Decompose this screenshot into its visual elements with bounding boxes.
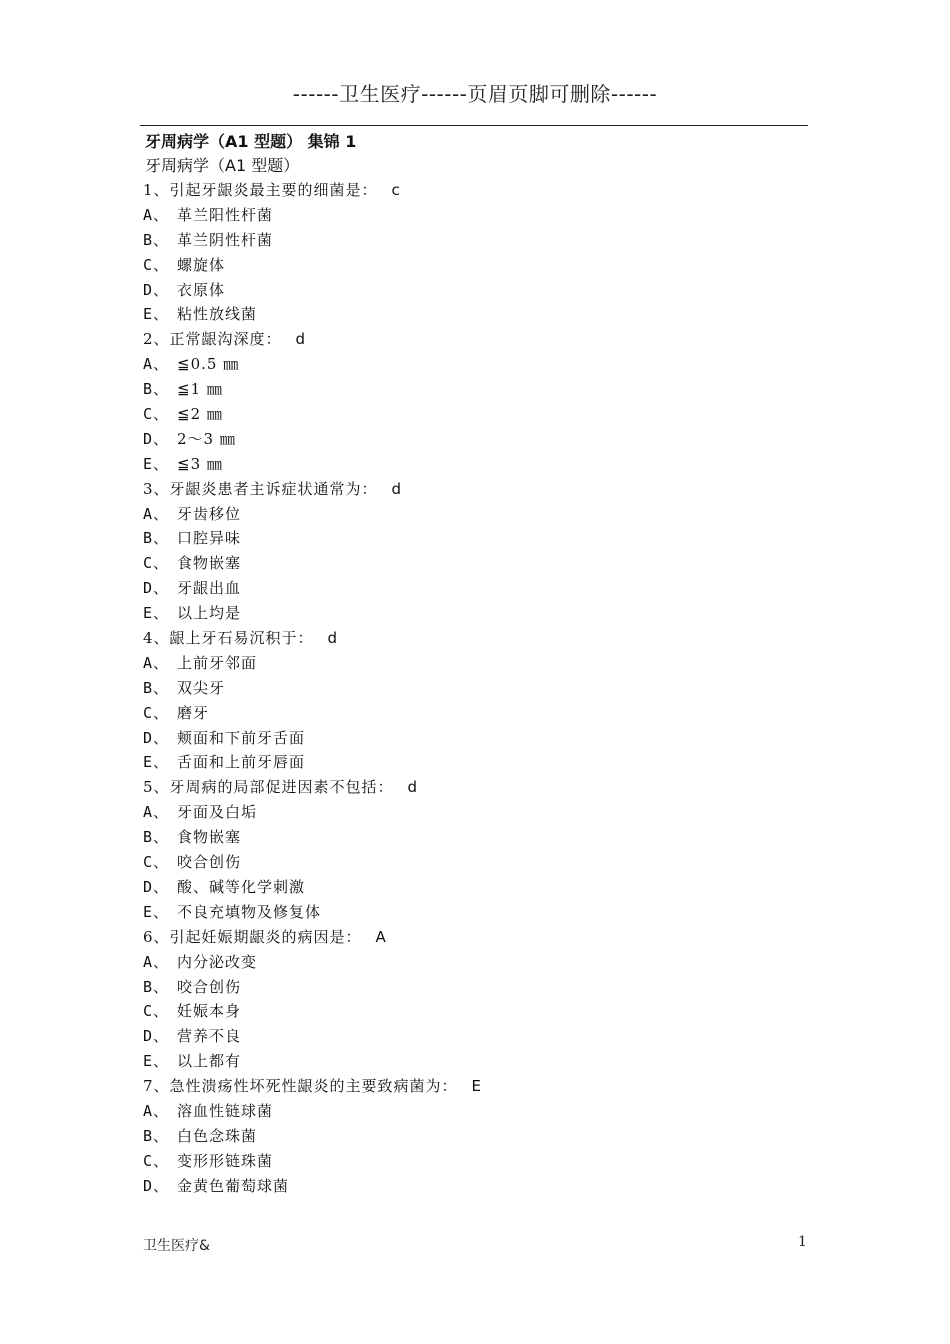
question-text: 7、急性溃疡性坏死性龈炎的主要致病菌为： [143,1077,458,1096]
question-answer: d [391,479,403,498]
answer-option [143,1124,803,1149]
option-text: 内分泌改变 [177,952,258,971]
answer-option [143,1149,803,1174]
answer-option [143,875,803,900]
question-stem [143,327,803,352]
option-text: 磨牙 [177,703,210,722]
answer-option [143,302,803,327]
option-letter: B、 [143,529,170,548]
option-text: 螺旋体 [177,255,226,274]
option-letter: B、 [143,1126,170,1145]
option-letter: D、 [143,429,170,448]
answer-option [143,576,803,601]
option-letter: E、 [143,604,170,623]
answer-option [143,701,803,726]
answer-option [143,551,803,576]
option-text: 咬合创伤 [177,853,242,872]
answer-option [143,950,803,975]
option-letter: C、 [143,703,170,722]
answer-option [143,975,803,1000]
option-text: 颊面和下前牙舌面 [177,728,306,747]
option-text: 舌面和上前牙唇面 [177,753,306,772]
option-text: 酸、碱等化学刺激 [177,877,306,896]
option-text: 食物嵌塞 [177,828,242,847]
option-letter: E、 [143,454,170,473]
option-text: 上前牙邻面 [177,653,258,672]
answer-option [143,228,803,253]
question-stem [143,925,803,950]
option-text: 牙面及白垢 [177,803,258,822]
option-text: 不良充填物及修复体 [177,902,322,921]
answer-option [143,825,803,850]
option-text: 变形形链珠菌 [177,1151,274,1170]
option-text: 咬合创伤 [177,977,242,996]
option-text: 牙龈出血 [177,579,242,598]
option-text: ≦1 ㎜ [177,380,223,399]
answer-option [143,402,803,427]
option-text: 粘性放线菌 [177,305,258,324]
option-text: 白色念珠菌 [177,1126,258,1145]
answer-option [143,377,803,402]
option-letter: D、 [143,1176,170,1195]
option-letter: B、 [143,678,170,697]
answer-option [143,352,803,377]
footer-text: 卫生医疗& [143,1238,210,1254]
header-rule [140,125,808,126]
option-letter: A、 [143,952,170,971]
question-stem [143,775,803,800]
option-letter: D、 [143,877,170,896]
answer-option [143,1024,803,1049]
question-stem [143,477,803,502]
option-text: 溶血性链球菌 [177,1101,274,1120]
question-stem [143,626,803,651]
option-letter: C、 [143,554,170,573]
question-text: 6、引起妊娠期龈炎的病因是： [143,927,362,946]
option-text: ≦3 ㎜ [177,454,223,473]
option-letter: C、 [143,255,170,274]
answer-option [143,800,803,825]
answer-option [143,999,803,1024]
option-letter: D、 [143,728,170,747]
option-letter: E、 [143,305,170,324]
option-text: 革兰阴性杆菌 [177,230,274,249]
option-letter: E、 [143,753,170,772]
option-letter: B、 [143,230,170,249]
question-answer: c [391,181,401,199]
option-letter: C、 [143,853,170,872]
option-letter: B、 [143,977,170,996]
option-text: 以上均是 [177,604,242,623]
answer-option [143,526,803,551]
question-text: 5、牙周病的局部促进因素不包括： [143,778,394,797]
page-header: ------卫生医疗------页眉页脚可删除------ [292,82,658,106]
page-number: 1 [798,1234,807,1250]
answer-option [143,676,803,701]
option-letter: B、 [143,828,170,847]
answer-option [143,427,803,452]
option-text: 以上都有 [177,1052,242,1071]
option-text: 革兰阳性杆菌 [177,205,274,224]
answer-option [143,452,803,477]
option-text: 口腔异味 [177,529,242,548]
option-letter: C、 [143,1002,170,1021]
document-title: 牙周病学（A1 型题） 集锦 1 [145,132,357,151]
option-text: 牙齿移位 [177,504,242,523]
option-letter: A、 [143,355,170,374]
document-subtitle: 牙周病学（A1 型题） [145,156,300,175]
answer-option [143,1099,803,1124]
option-letter: A、 [143,205,170,224]
option-letter: A、 [143,504,170,523]
option-letter: D、 [143,1027,170,1046]
option-text: 妊娠本身 [177,1002,242,1021]
option-letter: A、 [143,653,170,672]
question-text: 4、龈上牙石易沉积于： [143,629,314,648]
question-text: 2、正常龈沟深度： [143,330,282,349]
answer-option [143,750,803,775]
answer-option [143,253,803,278]
option-text: ≦2 ㎜ [177,405,223,424]
option-letter: E、 [143,902,170,921]
answer-option [143,601,803,626]
question-text: 1、引起牙龈炎最主要的细菌是： [143,181,378,199]
question-list [143,178,803,1199]
option-letter: A、 [143,1101,170,1120]
answer-option [143,1174,803,1199]
option-letter: B、 [143,380,170,399]
option-text: 营养不良 [177,1027,242,1046]
answer-option [143,278,803,303]
option-text: 金黄色葡萄球菌 [177,1176,290,1195]
option-text: 双尖牙 [177,678,226,697]
option-letter: C、 [143,405,170,424]
question-text: 3、牙龈炎患者主诉症状通常为： [143,479,378,498]
option-letter: E、 [143,1052,170,1071]
answer-option [143,1049,803,1074]
question-answer: A [375,927,387,946]
answer-option [143,900,803,925]
answer-option [143,850,803,875]
question-stem [143,178,803,203]
answer-option [143,502,803,527]
option-letter: D、 [143,579,170,598]
question-answer: d [327,629,339,648]
option-text: 2～3 ㎜ [177,429,236,448]
question-answer: E [471,1077,483,1096]
question-answer: d [295,330,307,349]
answer-option [143,726,803,751]
option-letter: C、 [143,1151,170,1170]
question-stem [143,1074,803,1099]
question-answer: d [407,778,419,797]
answer-option [143,203,803,228]
option-text: 衣原体 [177,280,226,299]
option-letter: D、 [143,280,170,299]
option-letter: A、 [143,803,170,822]
answer-option [143,651,803,676]
option-text: 食物嵌塞 [177,554,242,573]
option-text: ≦0.5 ㎜ [177,355,240,374]
